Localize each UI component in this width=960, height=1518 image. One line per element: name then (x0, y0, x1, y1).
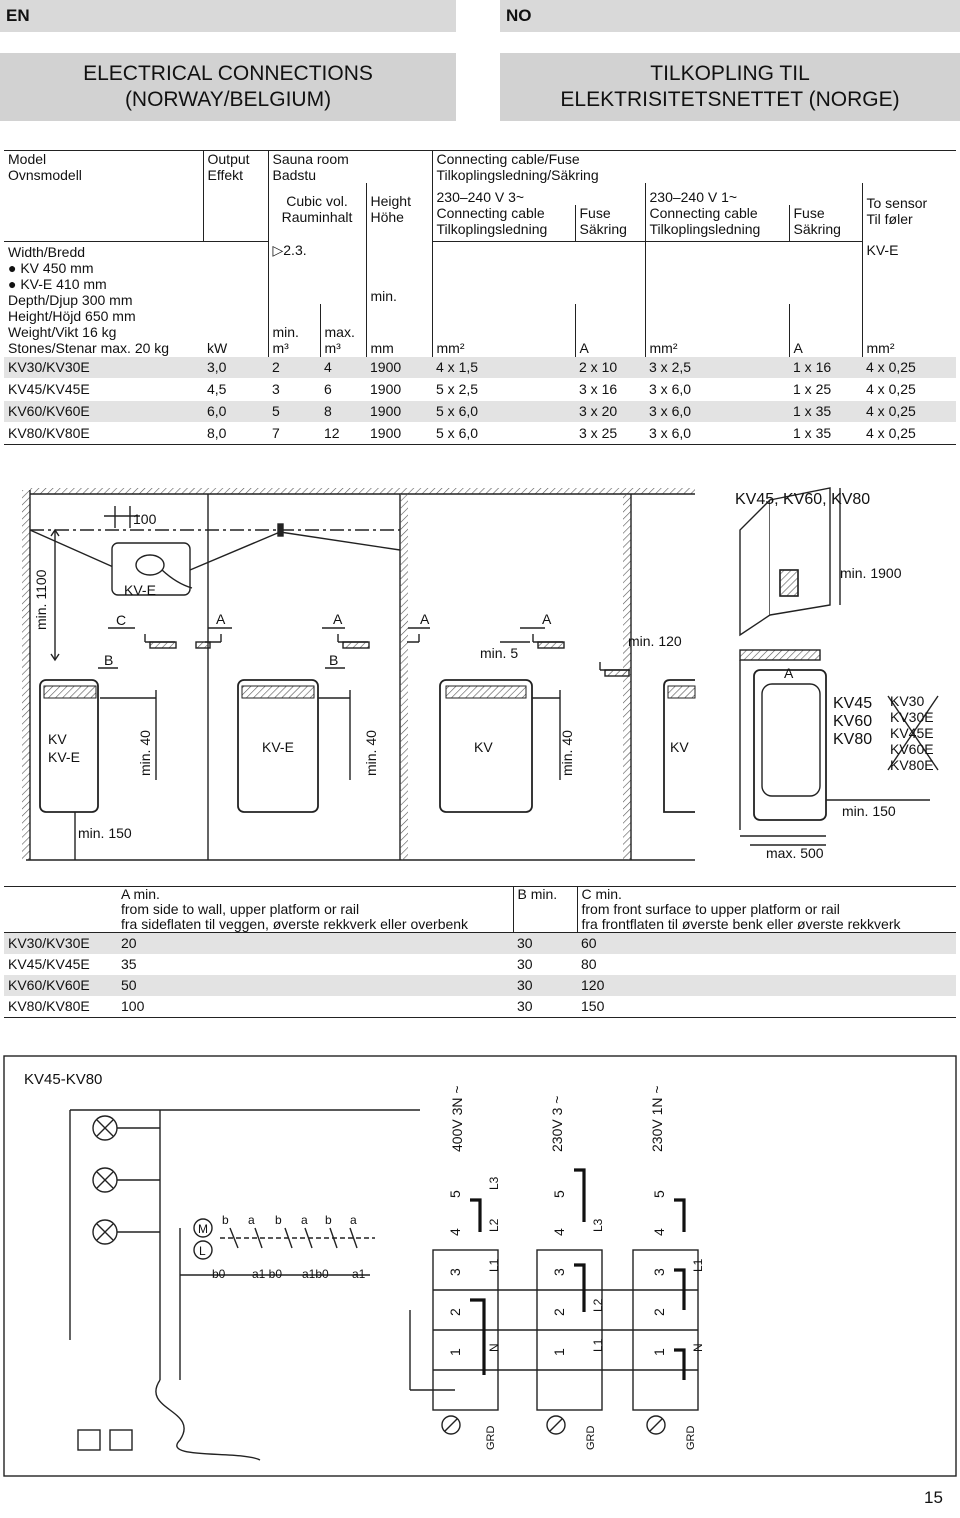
table-row: KV80/KV80E 8,0 7 12 1900 5 x 6,0 3 x 25 3 x 6,0 1 x 35 4 x 0,25 (4, 423, 956, 445)
spec-head-sensor: To sensor Til føler (862, 183, 956, 242)
model-big-2: KV60 (833, 713, 873, 730)
spec-head-cable: Connecting cable/Fuse Tilkoplingsledning/Säkring (432, 151, 956, 184)
dim-min1900: min. 1900 (840, 565, 902, 581)
term-a1: 1 (447, 1348, 463, 1356)
spec-unit-height: mm (366, 304, 432, 357)
dim-min40-1: min. 40 (137, 730, 153, 776)
term-b1: 1 (551, 1348, 567, 1356)
heater-label-3: KV (474, 739, 493, 755)
clearance-diagram (0, 470, 960, 878)
switch-top-1: b (222, 1213, 229, 1227)
spec-unit-cable-1: mm² (645, 304, 789, 357)
heater-label-2: KV-E (262, 739, 294, 755)
spec-head-output: Output Effekt (203, 151, 268, 184)
label-c: C (116, 612, 127, 628)
model-crossed-4: KV60E (890, 741, 934, 757)
label-kve-sensor: KV-E (124, 582, 156, 598)
line-b-l2: L2 (591, 1298, 605, 1312)
dim-min150-2: min. 150 (842, 803, 896, 819)
term-c3: 3 (651, 1268, 667, 1276)
model-crossed-1: KV30 (890, 693, 925, 709)
language-tag-no: NO (500, 0, 960, 32)
term-a4: 4 (447, 1228, 463, 1236)
title-en-line1: ELECTRICAL CONNECTIONS (83, 62, 373, 85)
term-c1: 1 (651, 1348, 667, 1356)
language-tag-en: EN (0, 0, 456, 32)
spec-head-conn-1: Connecting cable Tilkoplingsledning (645, 205, 789, 242)
spec-unit-cubic-max: max. m³ (320, 304, 366, 357)
switch-top-3: b (275, 1213, 282, 1227)
dim-min120: min. 120 (628, 633, 682, 649)
line-a-l1: L1 (487, 1258, 501, 1272)
spec-head-conn-3: Connecting cable Tilkoplingsledning (432, 205, 575, 242)
clearance-head-a: A min. from side to wall, upper platform or rail fra sideflaten til veggen, øverste rekkverk eller overbenk (117, 887, 513, 933)
model-big-3: KV80 (833, 731, 873, 748)
spec-height-min: min. (366, 242, 432, 304)
line-a-l3: L3 (487, 1176, 501, 1190)
spec-head-fuse-3: Fuse Säkring (575, 205, 645, 242)
switch-bottom-1: b0 (212, 1267, 226, 1281)
term-c2: 2 (651, 1308, 667, 1316)
table-row: KV45/KV45E 4,5 3 6 1900 5 x 2,5 3 x 16 3 x 6,0 1 x 25 4 x 0,25 (4, 379, 956, 401)
heater-label-kv: KV (48, 731, 67, 747)
label-b-1: B (104, 652, 114, 668)
label-b-2: B (329, 652, 339, 668)
table-row: KV60/KV60E 6,0 5 8 1900 5 x 6,0 3 x 20 3 x 6,0 1 x 35 4 x 0,25 (4, 401, 956, 423)
term-a5: 5 (447, 1190, 463, 1198)
label-230v1: 230V 1N ~ (649, 1085, 665, 1152)
term-c4: 4 (651, 1228, 667, 1236)
line-a-l2: L2 (487, 1218, 501, 1232)
motor-m: M (198, 1222, 208, 1236)
spec-kve: KV-E (862, 242, 956, 304)
spec-head-sauna: Sauna room Badstu (268, 151, 432, 184)
spec-unit-fuse-3: A (575, 304, 645, 357)
term-a2: 2 (447, 1308, 463, 1316)
spec-unit-cubic-min: min. m³ (268, 304, 320, 357)
clearance-head-c: C min. from front surface to upper platform or rail fra frontflaten til øverste benk eller øverste rekkverk (577, 887, 956, 933)
term-b2: 2 (551, 1308, 567, 1316)
table-row: KV30/KV30E 3,0 2 4 1900 4 x 1,5 2 x 10 3 x 2,5 1 x 16 4 x 0,25 (4, 357, 956, 379)
spec-unit-cable-3: mm² (432, 304, 575, 357)
spec-unit-fuse-1: A (789, 304, 862, 357)
dim-min1100: min. 1100 (33, 569, 49, 630)
switch-top-6: a (350, 1213, 357, 1227)
term-b3: 3 (551, 1268, 567, 1276)
spec-head-height: Height Höhe (366, 183, 432, 242)
dim-min40-2: min. 40 (363, 730, 379, 776)
spec-ref: ▷2.3. (268, 242, 366, 304)
line-b-l1: L1 (591, 1338, 605, 1352)
model-crossed-5: KV80E (890, 757, 934, 773)
spec-table (4, 150, 956, 445)
term-c5: 5 (651, 1190, 667, 1198)
dim-100: 100 (133, 511, 157, 527)
switch-top-5: b (325, 1213, 332, 1227)
spec-unit-kw: kW (207, 340, 228, 356)
dim-min40-3: min. 40 (559, 730, 575, 776)
label-a-2: A (333, 611, 343, 627)
heater-label-kve: KV-E (48, 749, 80, 765)
switch-bottom-4: a1 (352, 1267, 366, 1281)
line-c-l1: L1 (691, 1258, 705, 1272)
line-c-n: N (691, 1343, 705, 1352)
wiring-diagram (0, 1050, 960, 1480)
line-b-l3: L3 (591, 1218, 605, 1232)
spec-dimensions: Width/Bredd ● KV 450 mm ● KV-E 410 mm Depth/Djup 300 mm Height/Höjd 650 mm Weight/Vikt 16 kg Stones/Stenar max. 20 kg (8, 244, 170, 356)
table-row: KV80/KV80E 100 30 150 (4, 996, 956, 1018)
clearance-head-b: B min. (513, 887, 577, 933)
grd-c: GRD (685, 1425, 697, 1450)
dim-min150-1: min. 150 (78, 825, 132, 841)
label-230v3: 230V 3 ~ (549, 1095, 565, 1152)
clearance-table (4, 886, 956, 1018)
right-title: KV45, KV60, KV80 (735, 491, 871, 508)
switch-bottom-3: a1b0 (302, 1267, 329, 1281)
model-crossed-3: KV45E (890, 725, 934, 741)
label-a-5: A (784, 665, 794, 681)
spec-unit-sensor: mm² (862, 304, 956, 357)
spec-head-model: Model Ovnsmodell (4, 151, 203, 184)
table-row: KV45/KV45E 35 30 80 (8, 956, 597, 972)
grd-b: GRD (585, 1425, 597, 1450)
switch-bottom-2: a1 b0 (252, 1267, 283, 1281)
label-a-3: A (420, 611, 430, 627)
title-no-line2: ELEKTRISITETSNETTET (NORGE) (560, 88, 900, 111)
title-en-line2: (NORWAY/BELGIUM) (124, 88, 332, 111)
table-row: KV30/KV30E 20 30 60 (4, 933, 956, 955)
switch-top-2: a (248, 1213, 255, 1227)
switch-top-4: a (301, 1213, 308, 1227)
wiring-title: KV45-KV80 (24, 1071, 103, 1088)
grd-a: GRD (485, 1425, 497, 1450)
term-a3: 3 (447, 1268, 463, 1276)
spec-head-cubic: Cubic vol. Rauminhalt (268, 183, 366, 242)
dim-min5: min. 5 (480, 645, 519, 661)
spec-head-v3: 230–240 V 3~ (432, 183, 645, 205)
table-row: KV60/KV60E 50 30 120 (4, 975, 956, 996)
label-a-4: A (542, 611, 552, 627)
title-no-line1: TILKOPLING TIL (650, 62, 810, 85)
model-crossed-2: KV30E (890, 709, 934, 725)
heater-label-4: KV (670, 739, 689, 755)
page-number: 15 (924, 1488, 943, 1507)
term-b4: 4 (551, 1228, 567, 1236)
label-400v: 400V 3N ~ (449, 1085, 465, 1152)
model-big-1: KV45 (833, 695, 873, 712)
label-a-1: A (216, 611, 226, 627)
title-en (0, 53, 456, 121)
spec-head-v1: 230–240 V 1~ (645, 183, 862, 205)
spec-head-fuse-1: Fuse Säkring (789, 205, 862, 242)
title-no (500, 53, 960, 121)
term-b5: 5 (551, 1190, 567, 1198)
dim-max500: max. 500 (766, 845, 824, 861)
motor-l: L (199, 1244, 206, 1258)
line-a-n: N (487, 1343, 501, 1352)
